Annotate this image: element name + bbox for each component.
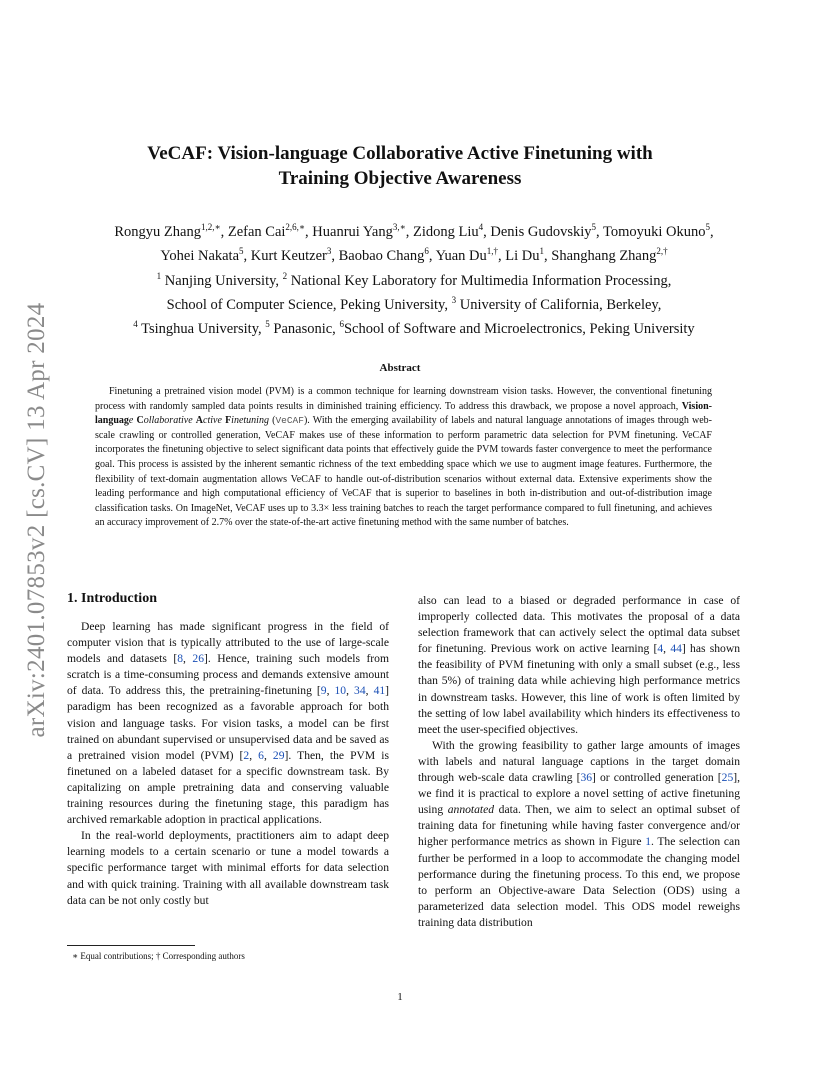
paragraph: also can lead to a biased or degraded performance in case of improperly collected data. This motivates the proposal of a data selection framework that can actively select the optimal data subset for finetuning. Previous work on active learning [4, 44] has shown the feasibility of PVM finetuning with only a small subset (e.g., less than 5%) of training data while achieving high performance metrics in downstream tasks. However, this line of work is often limited by the setting of low label availability which hinders its effectiveness to meet the user-specified objectives. [418,594,740,736]
affiliation-line-1: $^1$ Nanjing University, $^2$ National Key Laboratory for Multimedia Information Processing, [156,270,672,289]
citation-link[interactable]: 9 [320,684,327,698]
citation-link[interactable]: 29 [272,748,285,762]
acronym: VeCAF [275,415,304,427]
left-column [67,590,389,909]
title-line-1: VeCAF: Vision-language Collaborative Active Finetuning with [147,143,653,164]
figure-link[interactable]: 1 [645,835,651,849]
right-column [418,593,740,931]
citation-link[interactable]: 6 [258,748,264,762]
abstract-heading: Abstract [379,362,421,374]
paragraph: With the growing feasibility to gather large amounts of images with labels and natural language captions in the target domain through web-scale data crawling [36] or controlled generation [25], we find it is practical to explore a novel setting of active finetuning using annotated data. Then, we aim to select an optimal subset of training data for finetuning while having faster convergence and/or higher performance metrics as shown in Figure 1. The selection can further be performed in a loop to accommodate the changing model performance during the finetuning process. To this end, we propose to perform an Objective-aware Data Selection (ODS) using a parameterized data selection model. This ODS model reweighs training data distribution [418,738,740,929]
citation-link[interactable]: 34 [354,684,366,698]
affiliation-line-3: $^4$ Tsinghua University, $^5$ Panasonic, $^6$School of Software and Microelectronics, Peking University [133,319,695,338]
abstract-body: Finetuning a pretrained vision model (PVM) is a common technique for learning downstream vision tasks. However, the conventional finetuning process with randomly sampled data points results in diminished training efficiency. To address this drawback, we propose a novel approach, Vision-language Collaborative Active Finetuning (VeCAF). With the emerging availability of labels and natural language annotations of images through web-scale crawling or controlled generation, VeCAF makes use of these information to perform parametric data selection for PVM finetuning. VeCAF incorporates the finetuning objective to select significant data points that effectively guide the PVM towards faster convergence to meet the performance goal. This process is assisted by the inherent semantic richness of the text embedding space which we use to augment image features. Furthermore, the flexibility of text-domain augmentation allows VeCAF to handle out-of-distribution scenarios without external data. Extensive experiments show the leading performance and high computational efficiency of VeCAF that is superior to baselines in both in-distribution and out-of-distribution image classification tasks. On ImageNet, VeCAF uses up to 3.3× less training batches to reach the target performance compared to full finetuning, and achieves an accuracy improvement of 2.7% over the state-of-the-art active finetuning method with the same number of batches. [95,386,712,529]
citation-link[interactable]: 25 [721,771,734,785]
author-line-1: Rongyu Zhang$^{1,2,∗}$, Zefan Cai$^{2,6,∗}$, Huanrui Yang$^{3,∗}$, Zidong Liu$^4$, Denis Gudovskiy$^5$, Tomoyuki Okuno$^5$, [114,222,714,240]
paragraph: In the real-world deployments, practitioners aim to adapt deep learning models to a certain scenario or tune a model towards a specific performance target with minimal efforts for data selection and with quick training. Training with all available downstream task data can be not only costly but [67,829,389,907]
section-heading-introduction: 1. Introduction [67,591,157,606]
citation-link[interactable]: 8 [177,652,184,666]
citation-link[interactable]: 26 [192,652,204,666]
citation-link[interactable]: 4 [657,642,664,656]
citation-link[interactable]: 44 [670,642,682,656]
footnote-rule [67,945,195,946]
page-number: 1 [397,991,403,1003]
author-line-2: Yohei Nakata$^5$, Kurt Keutzer$^3$, Baobao Chang$^6$, Yuan $Du^{1,\dagger}$, Li Du$^1$, Shanghang Zhang$^{2,\dagger}$ [160,246,668,265]
authors-block [62,218,766,340]
arxiv-id: arXiv:2401.07853v2 [cs.CV] 13 Apr 2024 [23,302,50,738]
footnote: ∗ Equal contributions; † Corresponding authors [72,951,245,961]
citation-link[interactable]: 10 [334,684,347,698]
affiliation-line-2: School of Computer Science, Peking University, $^3$ University of California, Berkeley, [166,294,662,313]
citation-link[interactable]: 2 [243,748,250,762]
title-line-2: Training Objective Awareness [278,168,522,189]
citation-link[interactable]: 41 [373,684,386,698]
paper-title [100,141,700,191]
arxiv-stamp [14,285,60,755]
paragraph: Deep learning has made significant progress in the field of computer vision that is typically attributed to the use of large-scale models and datasets [8, 26]. Hence, training such models from scratch is a time-consuming process and demands extensive amount of data. To address this, the pretraining-finetuning [9, 10, 34, 41] paradigm has been recognized as a favorable approach for both vision and language tasks. For vision tasks, a model can be first trained on abundant supervised or unsupervised data and be saved as a pretrained vision model (PVM) [2, 6, 29]. Then, the PVM is finetuned on a labeled dataset for a specific downstream task. By capitalizing on ample pretraining data and conserving valuable training resources during the finetuning stage, this paradigm has archived remarkable adoption in practical applications. [67,620,390,827]
citation-link[interactable]: 36 [580,771,593,785]
